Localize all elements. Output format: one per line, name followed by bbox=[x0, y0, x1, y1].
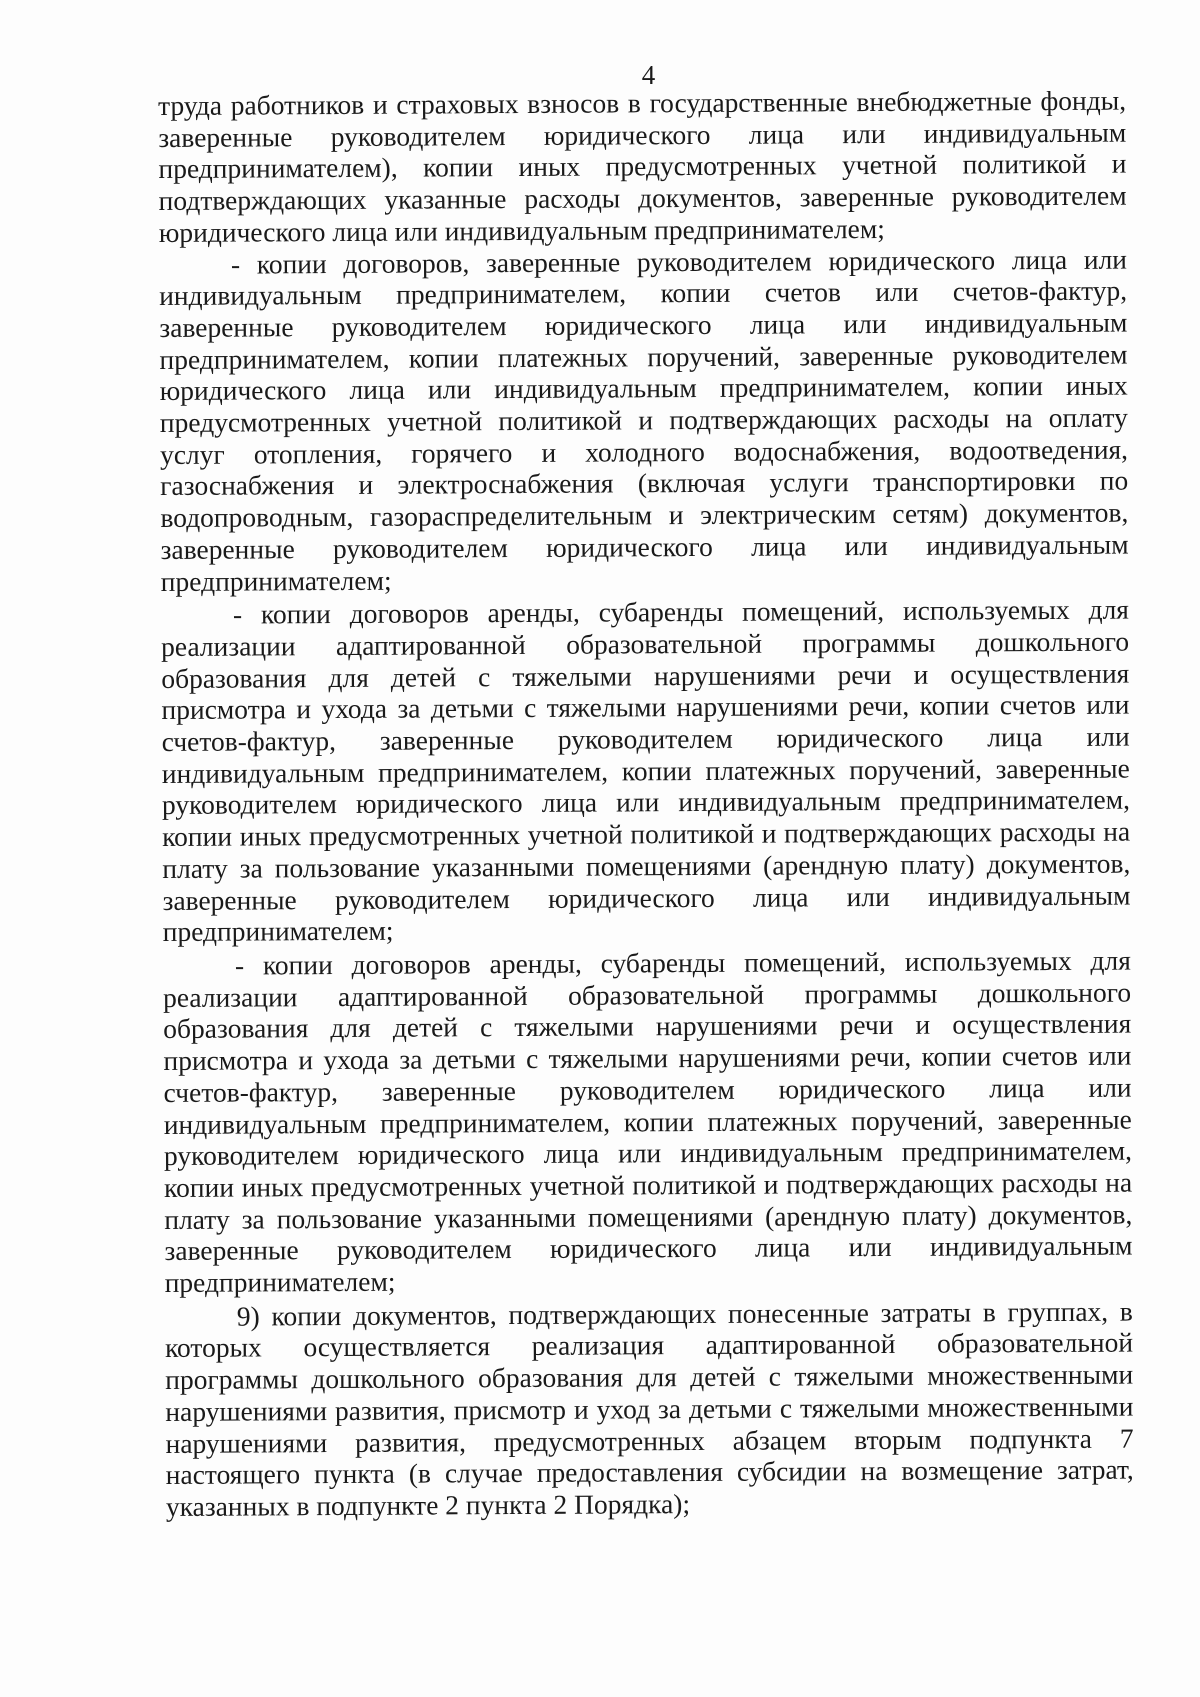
document-body bbox=[158, 85, 1134, 1523]
paragraph-lease-contracts-2: - копии договоров аренды, субаренды помещений, используемых для реализации адаптированной образовательной программы дошкольного образования для детей с тяжелыми нарушениями речи и осуществления присмотра и ухода за детьми с тяжелыми нарушениями речи, копии счетов или счетов-фактур, заверенные руководителем юридического лица или индивидуальным предпринимателем, копии платежных поручений, заверенные руководителем юридического лица или индивидуальным предпринимателем, копии иных предусмотренных учетной политикой и подтверждающих расходы на плату за пользование указанными помещениями (арендную плату) документов, заверенные руководителем юридического лица или индивидуальным предпринимателем; bbox=[162, 944, 1133, 1298]
paragraph-lease-contracts-1: - копии договоров аренды, субаренды помещений, используемых для реализации адаптированной образовательной программы дошкольного образования для детей с тяжелыми нарушениями речи и осуществления присмотра и ухода за детьми с тяжелыми нарушениями речи, копии счетов или счетов-фактур, заверенные руководителем юридического лица или индивидуальным предпринимателем, копии платежных поручений, заверенные руководителем юридического лица или индивидуальным предпринимателем, копии иных предусмотренных учетной политикой и подтверждающих расходы на плату за пользование указанными помещениями (арендную плату) документов, заверенные руководителем юридического лица или индивидуальным предпринимателем; bbox=[161, 593, 1131, 948]
page-number: 4 bbox=[641, 60, 656, 90]
paragraph-item-9: 9) копии документов, подтверждающих понесенные затраты в группах, в которых осуществляется реализация адаптированной образовательной программы дошкольного образования для детей с тяжелыми множественными нарушениями развития, присмотр и уход за детьми с тяжелыми множественными нарушениями развития, предусмотренных абзацем вторым подпункта 7 настоящего пункта (в случае предоставления субсидии на возмещение затрат, указанных в подпункте 2 пункта 2 Порядка); bbox=[164, 1295, 1134, 1522]
paragraph-continuation: труда работников и страховых взносов в государственные внебюджетные фонды, заверенные руководителем юридического лица или индивидуальным предпринимателем), копии иных предусмотренных учетной политикой и подтверждающих указанные расходы документов, заверенные руководителем юридического лица или индивидуальным предпринимателем; bbox=[158, 84, 1127, 248]
paragraph-utility-contracts: - копии договоров, заверенные руководителем юридического лица или индивидуальным предпринимателем, копии счетов или счетов-фактур, заверенные руководителем юридического лица или индивидуальным предпринимателем, копии платежных поручений, заверенные руководителем юридического лица или индивидуальным предпринимателем, копии иных предусмотренных учетной политикой и подтверждающих расходы на оплату услуг отопления, горячего и холодного водоснабжения, водоотведения, газоснабжения и электроснабжения (включая услуги транспортировки по водопроводным, газораспределительным и электрическим сетям) документов, заверенные руководителем юридического лица или индивидуальным предпринимателем; bbox=[159, 243, 1129, 597]
